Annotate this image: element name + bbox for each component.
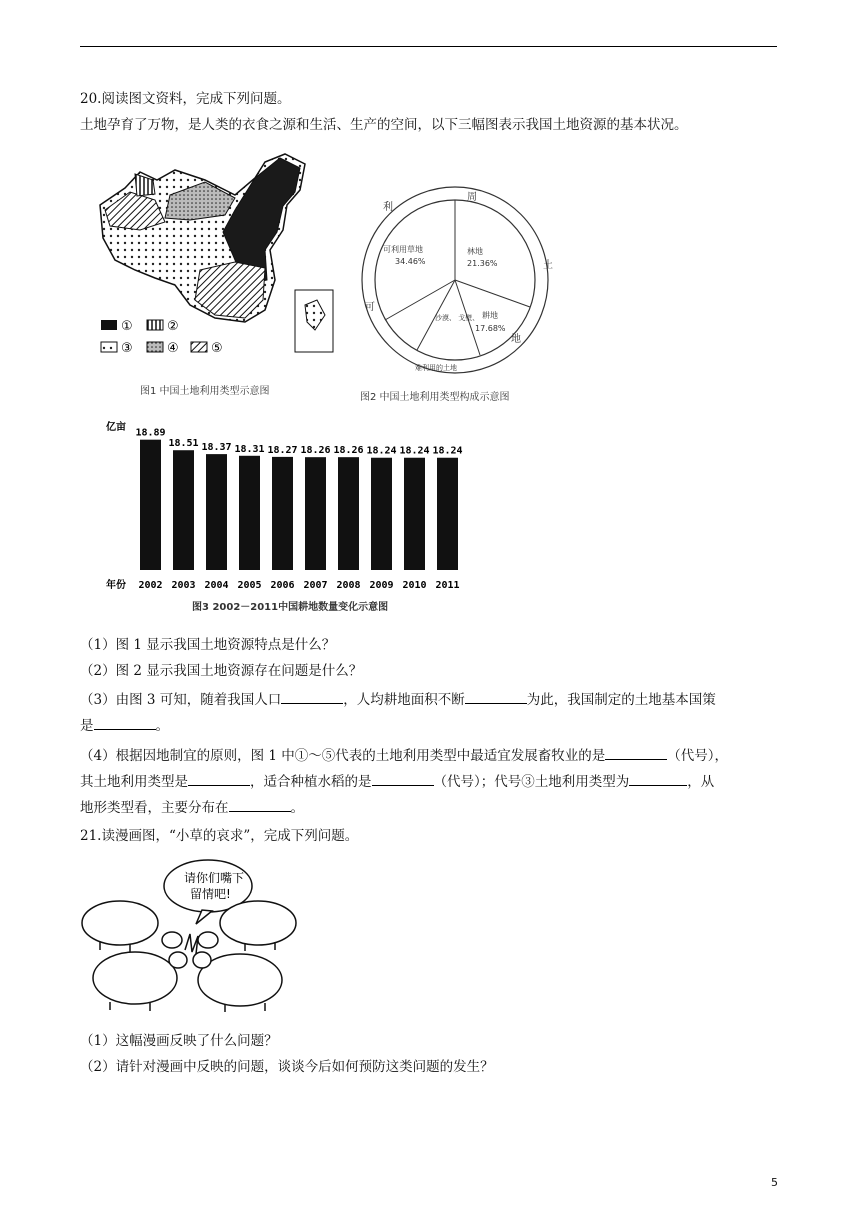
- bar-2008: [338, 457, 359, 570]
- x-tick-label: 2007: [303, 580, 328, 591]
- answer-blank[interactable]: [629, 785, 687, 786]
- x-tick-label: 2008: [336, 580, 361, 591]
- q20-sub4-f: ，从: [687, 774, 715, 790]
- legend-1: ①: [121, 319, 133, 334]
- answer-blank[interactable]: [372, 785, 434, 786]
- chart-xlabel: 年份: [106, 580, 126, 591]
- q20-sub3-a: （3）由图 3 可知，随着我国人口: [80, 692, 282, 708]
- bar-2007: [305, 457, 326, 570]
- fig2-pie: [355, 180, 555, 380]
- pie-grass-label: 可利用草地: [383, 245, 423, 254]
- q20-sub2: （2）图 2 显示我国土地资源存在问题是什么？: [80, 663, 363, 679]
- chart-ylabel: 亿亩: [106, 422, 126, 433]
- bar-value-label: 18.37: [201, 442, 232, 454]
- q20-sub4-d: ，适合种植水稻的是: [250, 774, 372, 790]
- answer-blank[interactable]: [188, 785, 250, 786]
- fig3-caption: 图3 2002－2011中国耕地数量变化示意图: [192, 602, 389, 613]
- bubble-line1: 请你们嘴下: [184, 871, 245, 885]
- fig1-china-map: [95, 150, 350, 360]
- pie-farm-pct: 17.68%: [475, 324, 506, 333]
- q20-sub1: （1）图 1 显示我国土地资源特点是什么？: [80, 637, 336, 653]
- q20-sub4-h: 。: [290, 800, 304, 816]
- bar-2002: [140, 440, 161, 570]
- pie-farm-label: 耕地: [482, 311, 498, 320]
- q20-sub4-a: （4）根据因地制宜的原则，图 1 中①～⑤代表的土地利用类型中最适宜发展畜牧业的是: [80, 748, 606, 764]
- x-tick-label: 2010: [402, 580, 427, 591]
- bar-2003: [173, 450, 194, 570]
- q20-sub3-c: 为此，我国制定的土地基本国策: [526, 692, 716, 708]
- bar-value-label: 18.24: [432, 445, 463, 457]
- ring-char-5: 可: [365, 302, 375, 313]
- cartoon-sheep-grass: [80, 858, 300, 1018]
- bar-value-label: 18.51: [168, 438, 199, 450]
- q20-sub3-b: ，人均耕地面积不断: [343, 692, 465, 708]
- pie-desert-label: 沙漠、 戈壁、: [435, 314, 480, 322]
- x-tick-label: 2003: [171, 580, 196, 591]
- bar-value-label: 18.26: [333, 445, 364, 457]
- fig1-caption: 图1 中国土地利用类型示意图: [140, 386, 270, 397]
- answer-blank[interactable]: [281, 703, 343, 704]
- q20-sub4-b: （代号），: [667, 748, 729, 764]
- q20-sub3-d: 是: [80, 718, 94, 734]
- x-tick-label: 2006: [270, 580, 295, 591]
- fig2-caption: 图2 中国土地利用类型构成示意图: [360, 392, 510, 403]
- bar-2011: [437, 458, 458, 570]
- legend-3: ③: [121, 341, 133, 356]
- legend-2: ②: [167, 319, 179, 334]
- bar-value-label: 18.31: [234, 443, 265, 455]
- answer-blank[interactable]: [465, 703, 527, 704]
- pie-forest-pct: 21.36%: [467, 259, 498, 268]
- q20-intro: 土地孕育了万物，是人类的衣食之源和生活、生产的空间，以下三幅图表示我国土地资源的基本状况。: [80, 117, 688, 133]
- legend-5: ⑤: [211, 341, 223, 356]
- answer-blank[interactable]: [605, 759, 667, 760]
- q21-sub2: （2）请针对漫画中反映的问题，谈谈今后如何预防这类问题的发生？: [80, 1059, 494, 1075]
- x-tick-label: 2011: [435, 580, 460, 591]
- bar-value-label: 18.24: [366, 445, 397, 457]
- q20-sub3-e: 。: [155, 718, 169, 734]
- bubble-line2: 留情吧!: [190, 887, 231, 901]
- ring-char-3: 地: [511, 334, 521, 345]
- q20-sub4-g: 地形类型看，主要分布在: [80, 800, 229, 816]
- ring-char-1: 周: [467, 192, 477, 203]
- x-tick-label: 2002: [138, 580, 163, 591]
- answer-blank[interactable]: [229, 811, 291, 812]
- pie-grass-pct: 34.46%: [395, 257, 426, 266]
- header-rule: [80, 46, 777, 47]
- q21-sub1: （1）这幅漫画反映了什么问题？: [80, 1033, 278, 1049]
- legend-4: ④: [167, 341, 179, 356]
- page-number: 5: [771, 1176, 778, 1189]
- bar-value-label: 18.24: [399, 445, 430, 457]
- pie-unused-label: 难利用的土地: [415, 364, 457, 372]
- x-tick-label: 2009: [369, 580, 394, 591]
- x-tick-label: 2004: [204, 580, 229, 591]
- q21-title: 21.读漫画图，“小草的哀求”，完成下列问题。: [80, 828, 359, 844]
- bar-value-label: 18.27: [267, 444, 298, 456]
- q20-title: 20.阅读图文资料，完成下列问题。: [80, 91, 291, 107]
- bar-2009: [371, 458, 392, 570]
- bar-value-label: 18.26: [300, 445, 331, 457]
- bar-2010: [404, 458, 425, 570]
- q20-sub4-e: （代号）；代号③土地利用类型为: [433, 774, 630, 790]
- x-tick-label: 2005: [237, 580, 262, 591]
- bar-2006: [272, 457, 293, 570]
- bar-2004: [206, 454, 227, 570]
- fig3-bar-chart: [100, 412, 480, 597]
- pie-forest-label: 林地: [467, 247, 483, 256]
- answer-blank[interactable]: [94, 729, 156, 730]
- bar-value-label: 18.89: [135, 427, 166, 439]
- q20-sub4-c: 其土地利用类型是: [80, 774, 188, 790]
- ring-char-4: 利: [383, 202, 393, 213]
- ring-char-2: 土: [543, 260, 553, 271]
- bar-2005: [239, 456, 260, 570]
